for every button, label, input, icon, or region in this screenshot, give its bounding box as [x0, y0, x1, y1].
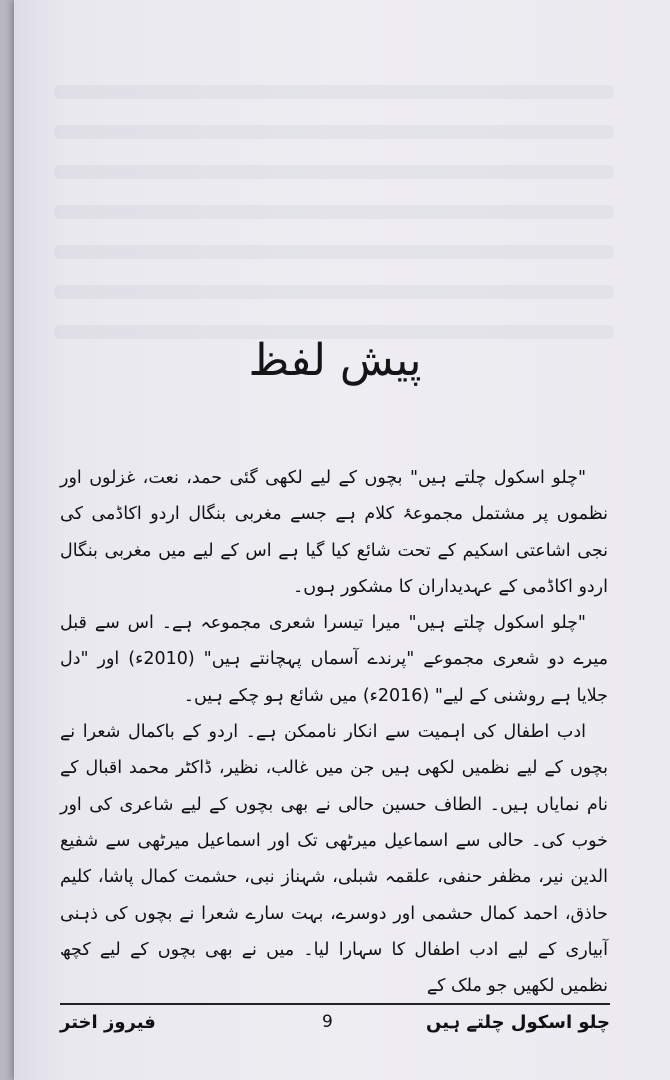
footer-divider [60, 1003, 610, 1005]
bleed-through-line [54, 85, 614, 99]
bleed-through-line [54, 245, 614, 259]
bleed-through-line [54, 205, 614, 219]
page-number: 9 [322, 1012, 333, 1032]
page-heading: پیش لفظ [248, 335, 422, 386]
paragraph: ادب اطفال کی اہمیت سے انکار ناممکن ہے۔ اردو کے باکمال شعرا نے بچوں کے لیے نظمیں لکھی ہیں جن میں غالب، نظیر، ڈاکٹر محمد اقبال کے نام نمایاں ہیں۔ الطاف حسین حالی نے بھی بچوں کے لیے شاعری کی اور خوب کی۔ حالی سے اسماعیل میرٹھی تک اور اسماعیل میرٹھی سے شفیع الدین نیر، مظفر حنفی، علقمہ شبلی، شہناز نبی، حشمت کمال پاشا، کلیم حاذق، احمد کمال حشمی اور دوسرے، بہت سارے شعرا نے بچوں کی ذہنی آبیاری کے لیے ادب اطفال کا سہارا لیا۔ میں نے بھی بچوں کے لیے کچھ نظمیں لکھیں جو ملک کے [60, 722, 608, 997]
bleed-through-line [54, 285, 614, 299]
paragraph: "چلو اسکول چلتے ہیں" بچوں کے لیے لکھی گئی حمد، نعت، غزلوں اور نظموں پر مشتمل مجموعۂ کلام ہے جسے مغربی بنگال اردو اکاڈمی کی نجی اشاعتی اسکیم کے تحت شائع کیا گیا ہے اس کے لیے میں مغربی بنگال اردو اکاڈمی کے عہدیداران کا مشکور ہوں۔ [60, 468, 608, 597]
bleed-through-line [54, 125, 614, 139]
paragraph: "چلو اسکول چلتے ہیں" میرا تیسرا شعری مجموعہ ہے۔ اس سے قبل میرے دو شعری مجموعے "پرندے آسماں پہچانتے ہیں" (2010ء) اور "دل جلایا ہے روشنی کے لیے" (2016ء) میں شائع ہو چکے ہیں۔ [60, 613, 608, 706]
page-footer [60, 1010, 610, 1040]
footer-book-title: چلو اسکول چلتے ہیں [426, 1012, 610, 1033]
body-text [60, 460, 608, 1004]
bleed-through-line [54, 165, 614, 179]
footer-author: فیروز اختر [60, 1012, 156, 1033]
